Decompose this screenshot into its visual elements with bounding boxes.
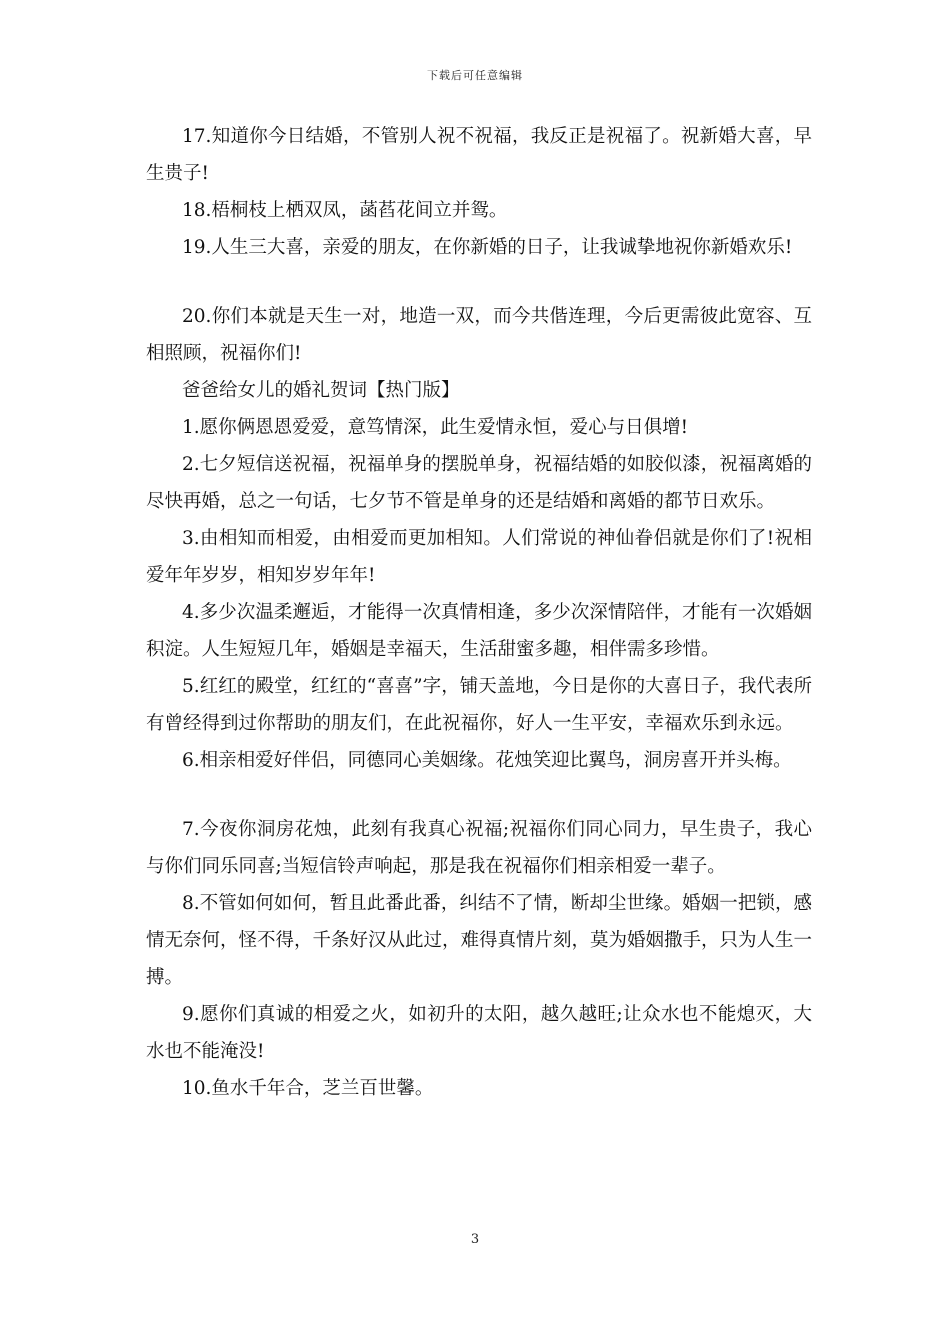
- paragraph-8: 8.不管如何如何，暂且此番此番，纠结不了情，断却尘世缘。婚姻一把锁，感情无奈何，怪不得，千条好汉从此过，难得真情片刻，莫为婚姻撒手，只为人生一搏。: [146, 893, 813, 988]
- paragraph-19: 19.人生三大喜，亲爱的朋友，在你新婚的日子，让我诚挚地祝你新婚欢乐!: [182, 237, 793, 258]
- paragraph-5: 5.红红的殿堂，红红的“喜喜”字，铺天盖地，今日是你的大喜日子，我代表所有曾经得到过你帮助的朋友们，在此祝福你，好人一生平安，幸福欢乐到永远。: [146, 676, 812, 734]
- paragraph-17: 17.知道你今日结婚，不管别人祝不祝福，我反正是祝福了。祝新婚大喜，早生贵子!: [146, 126, 812, 184]
- document-body: [146, 118, 812, 1107]
- section-heading: 爸爸给女儿的婚礼贺词【热门版】: [182, 380, 460, 401]
- paragraph-20: 20.你们本就是天生一对，地造一双，而今共偕连理，今后更需彼此宽容、互相照顾，祝福你们!: [146, 306, 812, 364]
- paragraph-2: 2.七夕短信送祝福，祝福单身的摆脱单身，祝福结婚的如胶似漆，祝福离婚的尽快再婚，总之一句话，七夕节不管是单身的还是结婚和离婚的都节日欢乐。: [146, 454, 812, 512]
- paragraph-3: 3.由相知而相爱，由相爱而更加相知。人们常说的神仙眷侣就是你们了!祝相爱年年岁岁，相知岁岁年年!: [146, 528, 812, 586]
- paragraph-18: 18.梧桐枝上栖双凤，菡萏花间立并鸳。: [182, 200, 508, 221]
- page-number: 3: [470, 1232, 480, 1247]
- paragraph-4: 4.多少次温柔邂逅，才能得一次真情相逢，多少次深情陪伴，才能有一次婚姻积淀。人生短短几年，婚姻是幸福天，生活甜蜜多趣，相伴需多珍惜。: [146, 602, 812, 660]
- paragraph-10: 10.鱼水千年合，芝兰百世馨。: [182, 1078, 434, 1099]
- paragraph-9: 9.愿你们真诚的相爱之火，如初升的太阳，越久越旺;让众水也不能熄灭，大水也不能淹没!: [146, 1004, 812, 1062]
- paragraph-6: 6.相亲相爱好伴侣，同德同心美姻缘。花烛笑迎比翼鸟，洞房喜开并头梅。: [182, 750, 792, 771]
- page-header: 下载后可任意编辑: [427, 69, 523, 82]
- paragraph-7: 7.今夜你洞房花烛，此刻有我真心祝福;祝福你们同心同力，早生贵子，我心与你们同乐同喜;当短信铃声响起，那是我在祝福你们相亲相爱一辈子。: [146, 819, 812, 877]
- paragraph-1: 1.愿你俩恩恩爱爱，意笃情深，此生爱情永恒，爱心与日俱增!: [182, 417, 689, 438]
